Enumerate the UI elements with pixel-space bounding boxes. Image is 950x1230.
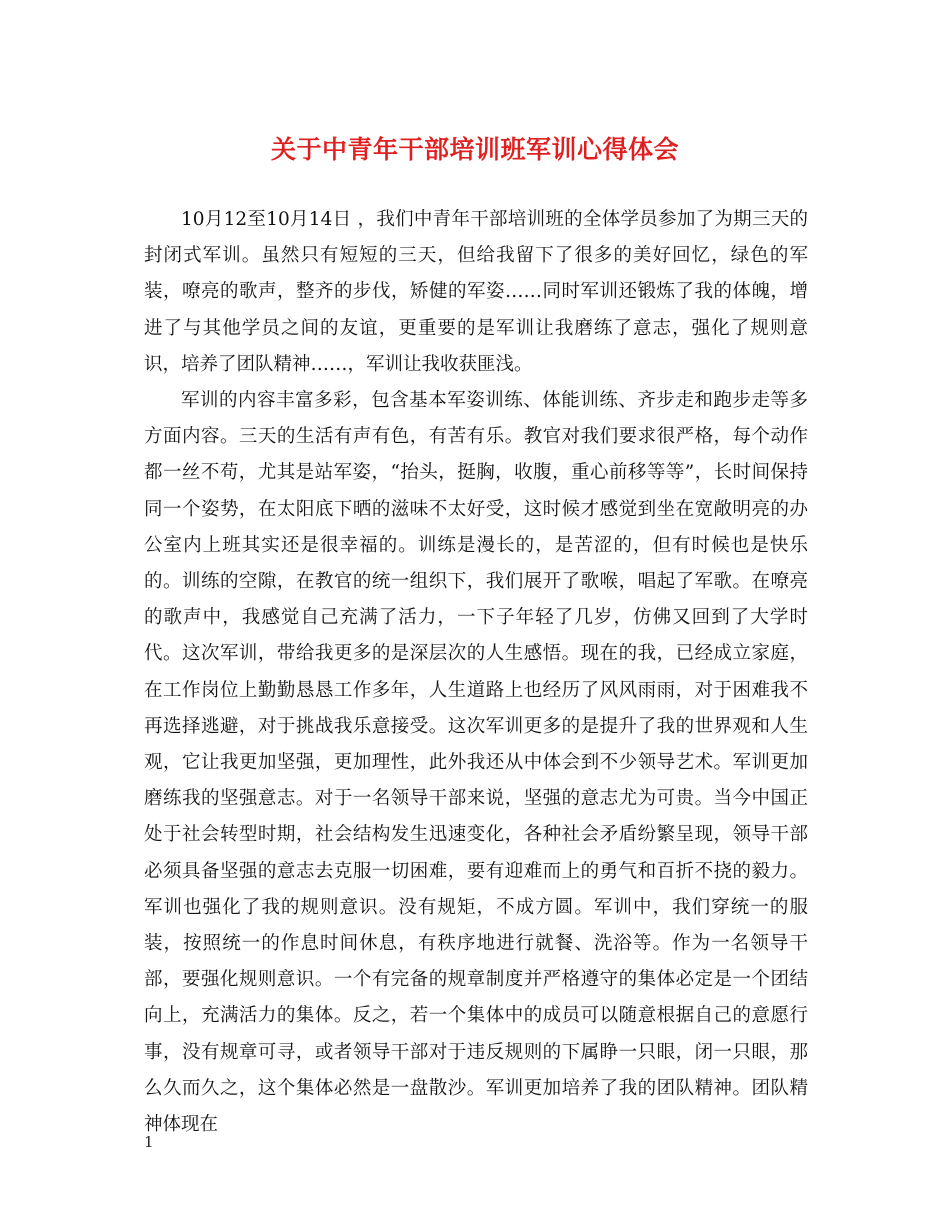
page-number: 1 [144, 1133, 154, 1151]
document-title: 关于中青年干部培训班军训心得体会 [270, 135, 679, 164]
paragraph-1: 10月12至10月14日 ，我们中青年干部培训班的全体学员参加了为期三天的封闭式军训。虽然只有短短的三天，但给我留下了很多的美好回忆，绿色的军装，嘹亮的歌声，整齐的步伐，矫健的军姿……同时军训还锻炼了我的体魄，增进了与其他学员之间的友谊，更重要的是军训让我磨练了意志，强化了规则意识，培养了团队精神……，军训让我收获匪浅。 [144, 209, 808, 375]
paragraph-2: 军训的内容丰富多彩，包含基本军姿训练、体能训练、齐步走和跑步走等多方面内容。三天的生活有声有色，有苦有乐。教官对我们要求很严格，每个动作都一丝不苟，尤其是站军姿，“抬头，挺胸，收腹，重心前移等等”，长时间保持同一个姿势，在太阳底下晒的滋味不太好受，这时候才感觉到坐在宽敞明亮的办公室内上班其实还是很幸福的。训练是漫长的，是苦涩的，但有时候也是快乐的。训练的空隙，在教官的统一组织下，我们展开了歌喉，唱起了军歌。在嘹亮的歌声中，我感觉自己充满了活力，一下子年轻了几岁，仿佛又回到了大学时代。这次军训，带给我更多的是深层次的人生感悟。现在的我，已经成立家庭，在工作岗位上勤勤恳恳工作多年，人生道路上也经历了风风雨雨，对于困难我不再选择逃避，对于挑战我乐意接受。这次军训更多的是提升了我的世界观和人生观，它让我更加坚强，更加理性，此外我还从中体会到不少领导艺术。军训更加磨练我的坚强意志。对于一名领导干部来说，坚强的意志尤为可贵。当今中国正处于社会转型时期，社会结构发生迅速变化，各种社会矛盾纷繁呈现，领导干部必须具备坚强的意志去克服一切困难，要有迎难而上的勇气和百折不挠的毅力。军训也强化了我的规则意识。没有规矩，不成方圆。军训中，我们穿统一的服装，按照统一的作息时间休息，有秩序地进行就餐、洗浴等。作为一名领导干部，要强化规则意识。一个有完备的规章制度并严格遵守的集体必定是一个团结向上，充满活力的集体。反之，若一个集体中的成员可以随意根据自己的意愿行事，没有规章可寻，或者领导干部对于违反规则的下属睁一只眼，闭一只眼，那么久而久之，这个集体必然是一盘散沙。军训更加培养了我的团队精神。团队精神体现在 [144, 390, 808, 1136]
document-body [144, 202, 808, 1143]
